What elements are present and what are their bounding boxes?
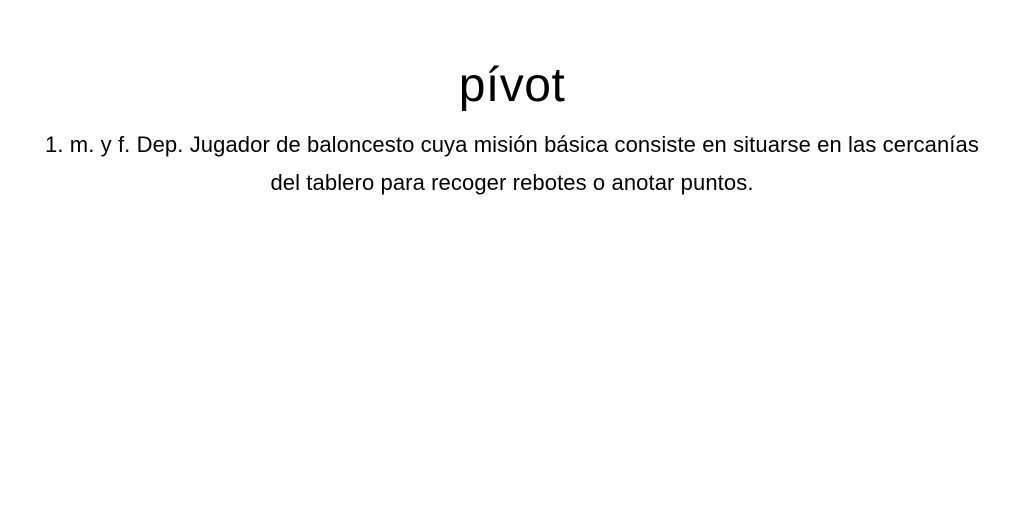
dictionary-entry — [40, 56, 984, 202]
entry-headword: pívot — [458, 59, 566, 112]
entry-definition: 1. m. y f. Dep. Jugador de baloncesto cuya misión básica consiste en situarse en las cercanías del tablero para recoger rebotes o anotar puntos. — [45, 132, 979, 195]
